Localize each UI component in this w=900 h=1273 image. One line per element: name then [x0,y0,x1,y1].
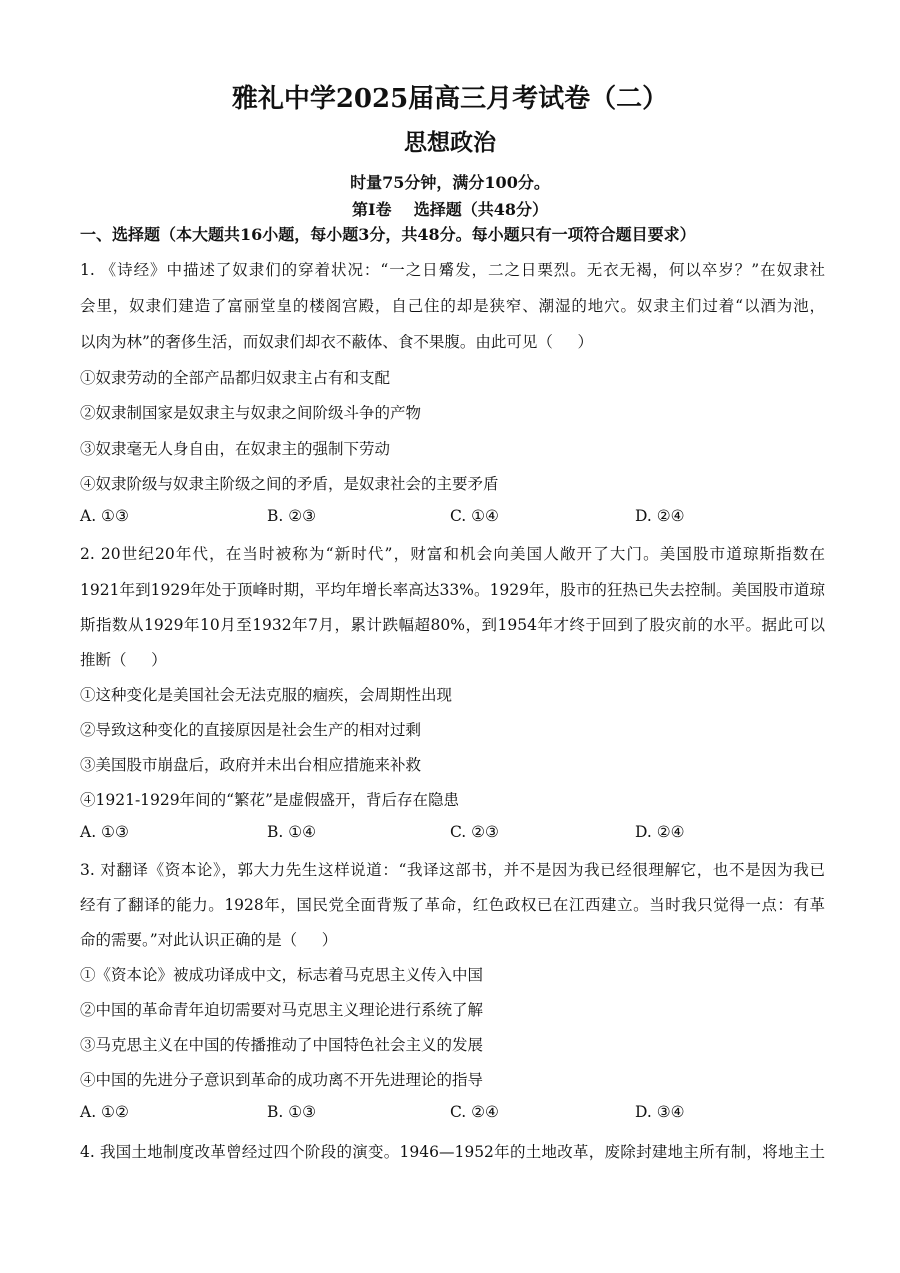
time-info: 时量75分钟，满分100分。 [350,173,550,192]
option-b: B. ①③ [267,1103,317,1121]
option-c: C. ②④ [450,1103,499,1121]
question-stem-line: 经有了翻译的能力。1928年，国民党全面背叛了革命，红色政权已在江西建立。当时我只觉得一点：有革 [80,896,825,914]
answer-options [80,1103,825,1127]
question-stem-line: 推断（ ） [80,651,167,669]
answer-options [80,507,825,531]
question-item: ③奴隶毫无人身自由，在奴隶主的强制下劳动 [80,440,391,458]
question-item: ①奴隶劳动的全部产品都归奴隶主占有和支配 [80,369,391,387]
part-heading: 第Ⅰ卷 选择题（共48分） [351,200,549,219]
option-a: A. ①③ [80,823,129,841]
option-a: A. ①② [80,1103,129,1121]
option-d: D. ③④ [635,1103,685,1121]
option-d: D. ②④ [635,507,685,525]
question-stem-line: 斯指数从1929年10月至1932年7月，累计跌幅超80%，到1954年才终于回到了股灾前的水平。据此可以 [80,616,825,634]
option-b: B. ①④ [267,823,317,841]
question-stem-line: 1. 《诗经》中描述了奴隶们的穿着状况：“一之日觱发，二之日栗烈。无衣无褐，何以卒岁？”在奴隶社 [80,261,825,279]
question-item: ①《资本论》被成功译成中文，标志着马克思主义传入中国 [80,966,484,984]
question-stem-line: 4. 我国土地制度改革曾经过四个阶段的演变。1946—1952年的土地改革，废除封建地主所有制，将地主土 [80,1143,825,1161]
question-item: ③马克思主义在中国的传播推动了中国特色社会主义的发展 [80,1036,484,1054]
option-d: D. ②④ [635,823,685,841]
question-stem-line: 2. 20世纪20年代，在当时被称为“新时代”，财富和机会向美国人敞开了大门。美国股市道琼斯指数在 [80,545,825,563]
question-item: ②奴隶制国家是奴隶主与奴隶之间阶级斗争的产物 [80,404,422,422]
question-item: ②导致这种变化的直接原因是社会生产的相对过剩 [80,721,422,739]
question-item: ④1921-1929年间的“繁花”是虚假盛开，背后存在隐患 [80,791,459,809]
answer-options [80,823,825,847]
question-stem-line: 以肉为林”的奢侈生活，而奴隶们却衣不蔽体、食不果腹。由此可见（ ） [80,333,594,351]
question-item: ①这种变化是美国社会无法克服的痼疾，会周期性出现 [80,686,453,704]
question-stem-line: 1921年到1929年处于顶峰时期，平均年增长率高达33%。1929年，股市的狂热已失去控制。美国股市道琼 [80,581,825,599]
question-item: ②中国的革命青年迫切需要对马克思主义理论进行系统了解 [80,1001,484,1019]
option-c: C. ②③ [450,823,499,841]
option-a: A. ①③ [80,507,129,525]
question-item: ④奴隶阶级与奴隶主阶级之间的矛盾，是奴隶社会的主要矛盾 [80,475,499,493]
question-stem-line: 会里，奴隶们建造了富丽堂皇的楼阁宫殿，自己住的却是狭窄、潮湿的地穴。奴隶主们过着“以酒为池， [80,297,825,315]
section-heading: 一、选择题（本大题共16小题，每小题3分，共48分。每小题只有一项符合题目要求） [80,225,696,244]
option-b: B. ②③ [267,507,317,525]
question-item: ④中国的先进分子意识到革命的成功离不开先进理论的指导 [80,1071,484,1089]
question-stem-line: 命的需要。”对此认识正确的是（ ） [80,931,338,949]
option-c: C. ①④ [450,507,499,525]
question-stem-line: 3. 对翻译《资本论》，郭大力先生这样说道：“我译这部书，并不是因为我已经很理解它，也不是因为我已 [80,861,825,879]
question-item: ③美国股市崩盘后，政府并未出台相应措施来补救 [80,756,422,774]
exam-title: 雅礼中学2025届高三月考试卷（二） [231,84,669,114]
subject-title: 思想政治 [404,129,496,156]
